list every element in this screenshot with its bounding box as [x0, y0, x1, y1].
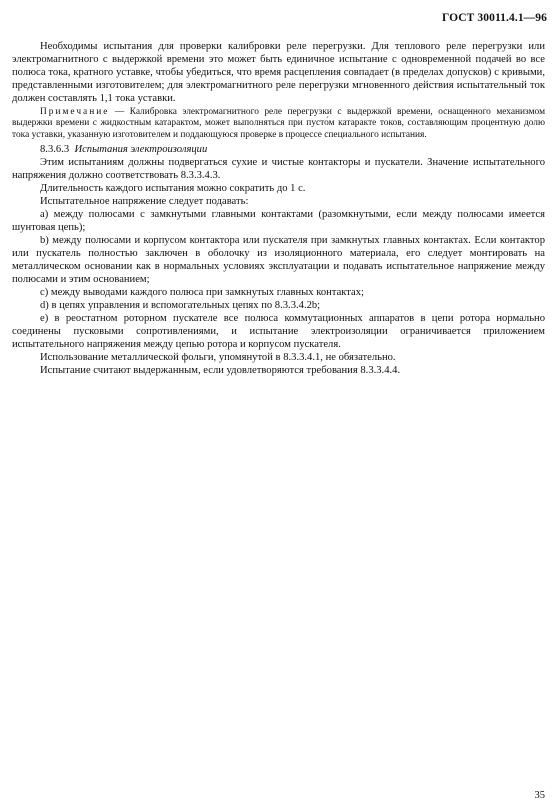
paragraph-voltage-intro: Испытательное напряжение следует подавать:: [40, 196, 249, 208]
note-label: Примечание: [40, 107, 110, 117]
paragraph-foil: Использование металлической фольги, упомянутой в 8.3.3.4.1, не обязательно.: [40, 352, 396, 364]
section-heading: [12, 143, 545, 156]
list-item-c: c) между выводами каждого полюса при замкнутых главных контактах;: [40, 287, 364, 299]
section-title: Испытания электроизоляции: [74, 144, 208, 156]
list-item-e: e) в реостатном роторном пускателе все полюса коммутационных аппаратов в цепи ротора нормально соединены пусковыми сопротивлениями, и испытание электроизоляции ограничивается приложением испытательного напряжения между цепью ротора и корпусом пускателя.: [12, 313, 545, 351]
document-body: [12, 40, 545, 377]
paragraph-calibration: Необходимы испытания для проверки калибровки реле перегрузки. Для теплового реле перегрузки или электромагнитного с выдержкой времени это может быть единичное испытание с одновременной подачей во все полюса тока, кратного уставке, чтобы убедиться, что время расцепления совпадает (в пределах допусков) с кривыми, представленными изготовителем; для электромагнитного реле перегрузки мгновенного действия испытательный ток должен составлять 1,1 тока уставки.: [12, 41, 545, 104]
list-item-a: a) между полюсами с замкнутыми главными контактами (разомкнутыми, если между полюсами имеется шунтовая цепь);: [12, 209, 545, 234]
list-item-d: d) в цепях управления и вспомогательных цепях по 8.3.3.4.2b;: [40, 300, 321, 312]
note-paragraph: [12, 107, 545, 141]
standard-id-header: ГОСТ 30011.4.1—96: [441, 12, 547, 24]
paragraph-requirements: Этим испытаниям должны подвергаться сухие и чистые контакторы и пускатели. Значение испытательного напряжения должно соответствовать 8.3.3.4.3.: [12, 157, 545, 182]
list-item-b: b) между полюсами и корпусом контактора или пускателя при замкнутых главных контактах. Если контактор или пускатель полностью заключен в оболочку из изоляционного материала, его следует монтировать на металлическом основании как в нормальных условиях эксплуатации и подавать испытательное напряжение между полюсами и этим основанием;: [12, 235, 545, 286]
page-number: 35: [534, 790, 545, 801]
note-text: — Калибровка электромагнитного реле перегрузки с выдержкой времени, оснащенного механизмом выдержки времени с жидкостным катарактом, может выполняться при пусто́м катаракте токов, составляющим процентную долю тока уставки, указанную изготовителем и поддающуюся проверке в процессе специального испытания.: [12, 107, 545, 140]
paragraph-duration: Длительность каждого испытания можно сократить до 1 с.: [40, 183, 306, 195]
section-number: 8.3.6.3: [40, 144, 70, 156]
paragraph-pass-criteria: Испытание считают выдержанным, если удовлетворяются требования 8.3.3.4.4.: [40, 365, 401, 377]
